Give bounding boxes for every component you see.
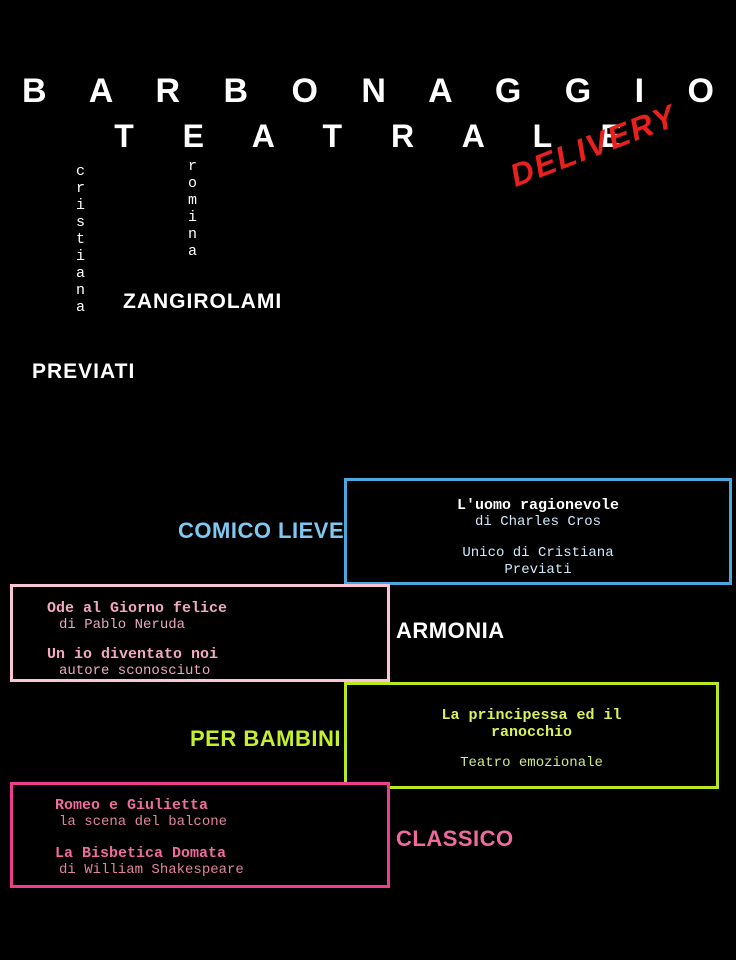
show-box-per-bambini [344,682,719,789]
page-subtitle: T E A T R A L E [114,118,642,154]
show-box-classico [10,782,390,888]
show-author: autore sconosciuto [59,663,211,679]
show-title: L'uomo ragionevole [456,497,620,514]
category-label-armonia: ARMONIA [396,618,505,643]
performer-first-name-vertical: r o m i n a [188,158,198,260]
category-label-comico-lieve: COMICO LIEVE [178,518,345,543]
show-title-line2: ranocchio [490,724,572,741]
performer-last-name: ZANGIROLAMI [123,290,283,313]
category-label-classico: CLASSICO [396,826,514,851]
show-author: di Pablo Neruda [59,617,186,633]
show-author: di William Shakespeare [59,862,244,878]
show-title: La Bisbetica Domata [55,845,227,862]
show-title: Ode al Giorno felice [47,600,228,617]
show-title: Un io diventato noi [47,646,219,663]
show-note-line2: Previati [504,562,572,578]
show-subtitle: la scena del balcone [59,814,228,830]
show-note-line1: Unico di Cristiana [462,545,614,561]
performer-last-name: PREVIATI [32,360,136,383]
show-box-content [13,587,387,680]
show-author: di Charles Cros [474,514,602,530]
show-box-content [347,481,729,579]
delivery-stamp: DELIVERY [505,97,682,194]
show-box-content [347,685,716,772]
category-label-per-bambini: PER BAMBINI [190,726,341,751]
show-title-line1: La principessa ed il [441,707,622,724]
show-box-comico-lieve [344,478,732,585]
performer-first-name-vertical: c r i s t i a n a [76,163,86,316]
page-title: B A R B O N A G G I O [22,72,731,110]
show-box-content [13,785,387,879]
show-title: Romeo e Giulietta [55,797,209,814]
show-note: Teatro emozionale [460,755,603,771]
show-box-armonia [10,584,390,682]
